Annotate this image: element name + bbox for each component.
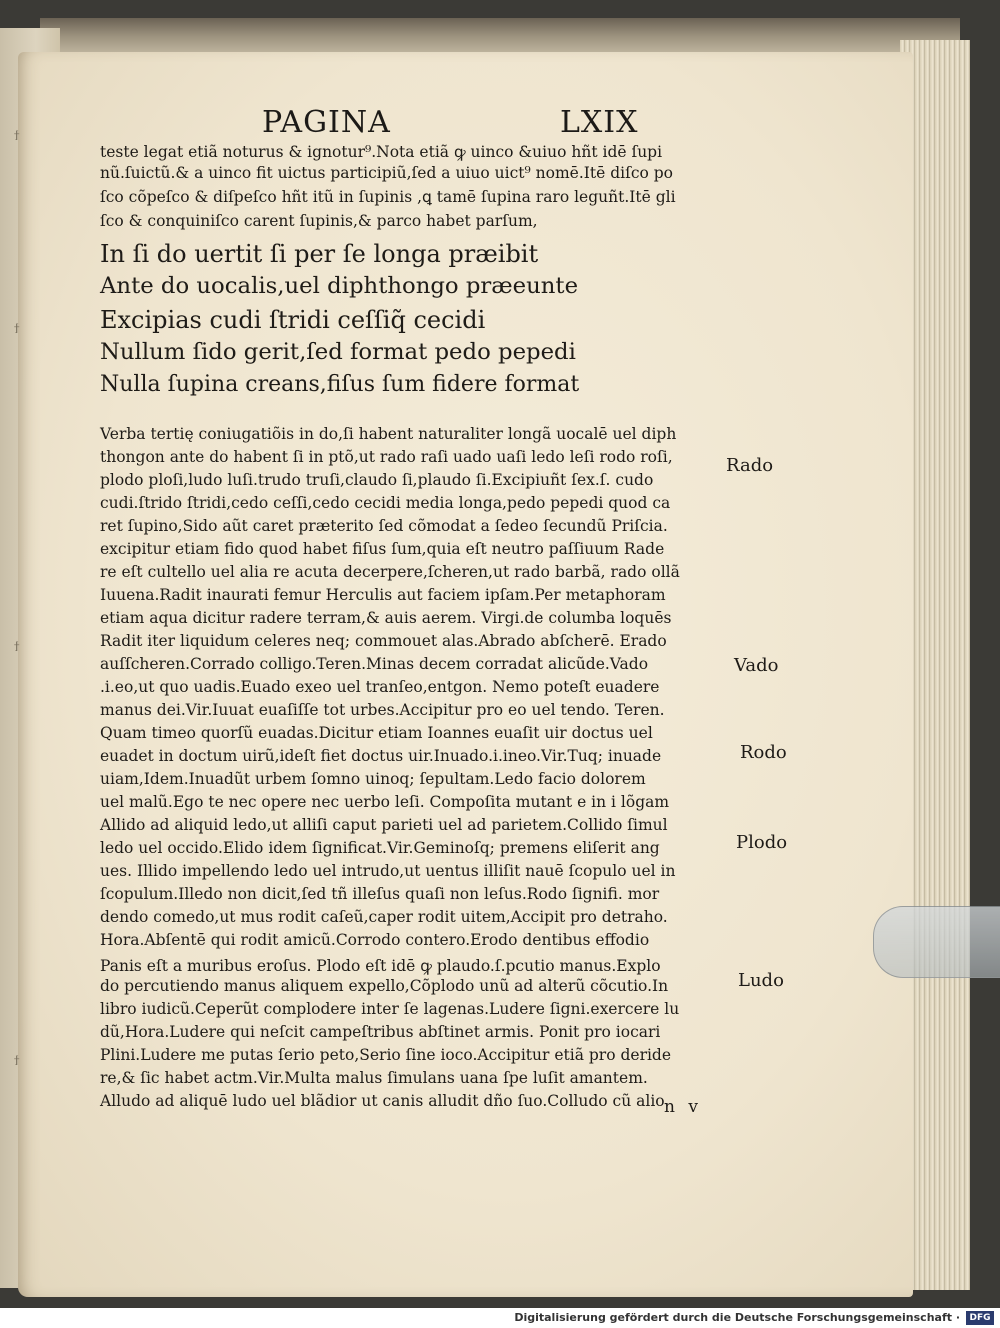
text-line: Plini.Ludere me putas ſerio peto,Serio ſine ioco.Accipitur etiã pro deride — [100, 1046, 672, 1064]
text-line: thongon ante do habent ſi in ptõ,ut rado raſi uado uaſi ledo leſi rodo roſi, — [100, 448, 673, 466]
credit-bar — [0, 1308, 1000, 1328]
text-line: Hora.Abſentē qui rodit amicũ.Corrodo contero.Erodo dentibus effodio — [100, 931, 650, 949]
margin-note: Plodo — [736, 832, 788, 853]
text-line: re eſt cultello uel alia re acuta decerpere,ſcheren,ut rado barbã, rado ollã — [100, 563, 680, 581]
text-line: ſco & conquiniſco carent ſupinis,& parco habet parſum, — [100, 212, 538, 230]
page-clip — [873, 906, 1000, 978]
verse-line: Nulla ſupina creans,fiſus ſum fidere format — [100, 372, 580, 397]
text-line: ret ſupino,Sido aũt caret præterito ſed cõmodat a ſedeo ſecundũ Priſcia. — [100, 517, 668, 535]
signature-mark: n v — [664, 1097, 702, 1117]
binding-thread-icon: ϯ — [14, 639, 20, 655]
text-line: ſco cõpeſco & diſpeſco hñt itũ in ſupinis ,ꝗ tamē ſupina raro leguñt.Itē gli — [100, 188, 676, 206]
text-line: nũ.ſuictũ.& a uinco fit uictus participiũ,ſed a uiuo uict⁹ nomē.Itē diſco po — [100, 164, 674, 182]
binding-thread-icon: ϯ — [14, 1053, 20, 1069]
margin-note: Rado — [726, 455, 774, 476]
header-right: LXIX — [560, 105, 639, 140]
text-line: plodo ploſi,ludo luſi.trudo truſi,claudo ſi,plaudo ſi.Excipiuñt ſex.ſ. cudo — [100, 471, 654, 489]
margin-note: Ludo — [738, 970, 784, 991]
text-line: .i.eo,ut quo uadis.Euado exeo uel tranſeo,entgon. Nemo poteſt euadere — [100, 678, 660, 696]
text-line: excipitur etiam fido quod habet fiſus ſum,quia eſt neutro paſſiuum Rade — [100, 540, 665, 558]
text-line: Iuuena.Radit inaurati femur Herculis aut faciem ipſam.Per metaphoram — [100, 586, 666, 604]
text-line: Allido ad aliquid ledo,ut alliſi caput parieti uel ad parietem.Collido ſimul — [100, 816, 668, 834]
text-line: Alludo ad aliquē ludo uel blãdior ut canis alludit dño ſuo.Colludo cũ alio — [100, 1092, 665, 1110]
text-line: etiam aqua dicitur radere terram,& auis aerem. Virgi.de columba loquēs — [100, 609, 672, 627]
text-line: libro iudicũ.Ceperũt complodere inter ſe lagenas.Ludere ſigni.exercere lu — [100, 1000, 680, 1018]
verse-line: Ante do uocalis,uel diphthongo præeunte — [100, 273, 579, 299]
text-line: manus dei.Vir.Iuuat euaſiſſe tot urbes.Accipitur pro eo uel tendo. Teren. — [100, 701, 665, 719]
text-line: Radit iter liquidum celeres neq; commouet alas.Abrado abſcherē. Erado — [100, 632, 667, 650]
text-line: uel malũ.Ego te nec opere nec uerbo leſi. Compoſita mutant e in i lõgam — [100, 793, 670, 811]
text-line: uiam,Idem.Inuadũt urbem ſomno uinoq; ſepultam.Ledo facio dolorem — [100, 770, 646, 788]
text-line: dendo comedo,ut mus rodit caſeũ,caper rodit uitem,Accipit pro detraho. — [100, 908, 668, 926]
binding-thread-icon: ϯ — [14, 128, 20, 144]
text-line: re,& ſic habet actm.Vir.Multa malus ſimulans uana ſpe luſit amantem. — [100, 1069, 648, 1087]
text-line: Verba tertię coniugatiõis in do,ſi habent naturaliter longã uocalē uel diph — [100, 425, 677, 443]
text-line: ledo uel occido.Elido idem ſignificat.Vir.Geminoſq; premens eliſerit ang — [100, 839, 660, 857]
header-left: PAGINA — [262, 105, 391, 140]
text-line: euadet in doctum uirũ,ideſt fiet doctus uir.Inuado.i.ineo.Vir.Tuq; inuade — [100, 747, 662, 765]
verse-line: Nullum ſido gerit,ſed format pedo pepedi — [100, 339, 576, 365]
verse-line: Excipias cudi ſtridi ceſſiq̃ cecidi — [100, 306, 486, 334]
margin-note: Rodo — [740, 742, 787, 763]
dfg-logo-icon: DFG — [966, 1311, 994, 1325]
text-line: ſcopulum.Illedo non dicit,ſed tñ illeſus quaſi non leſus.Rodo ſignifi. mor — [100, 885, 660, 903]
text-line: cudi.ſtrido ſtridi,cedo ceſſi,cedo cecidi media longa,pedo pepedi quod ca — [100, 494, 671, 512]
verse-line: In ſi do uertit ſi per ſe longa præibit — [100, 240, 539, 268]
text-line: teste legat etiã noturus & ignotur⁹.Nota etiã ꝙ uinco &uiuo hñt idē ſupi — [100, 143, 663, 161]
text-line: Quam timeo quorſũ euadas.Dicitur etiam Ioannes euaſit uir doctus uel — [100, 724, 653, 742]
text-line: Panis eſt a muribus eroſus. Plodo eſt idē ꝙ plaudo.ſ.pcutio manus.Explo — [100, 957, 661, 975]
margin-note: Vado — [734, 655, 779, 676]
text-line: dũ,Hora.Ludere qui neſcit campeſtribus abſtinet armis. Ponit pro iocari — [100, 1023, 661, 1041]
credit-text: Digitalisierung gefördert durch die Deutsche Forschungsgemeinschaft · — [514, 1311, 960, 1324]
text-line: auſſcheren.Corrado colligo.Teren.Minas decem corradat alicũde.Vado — [100, 655, 649, 673]
running-header — [0, 105, 1000, 145]
text-line: ues. Illido impellendo ledo uel intrudo,ut uentus illiſit nauē ſcopulo uel in — [100, 862, 676, 880]
page — [18, 52, 913, 1297]
text-line: do percutiendo manus aliquem expello,Cõplodo unũ ad alterũ cõcutio.In — [100, 977, 669, 995]
binding-thread-icon: ϯ — [14, 321, 20, 337]
